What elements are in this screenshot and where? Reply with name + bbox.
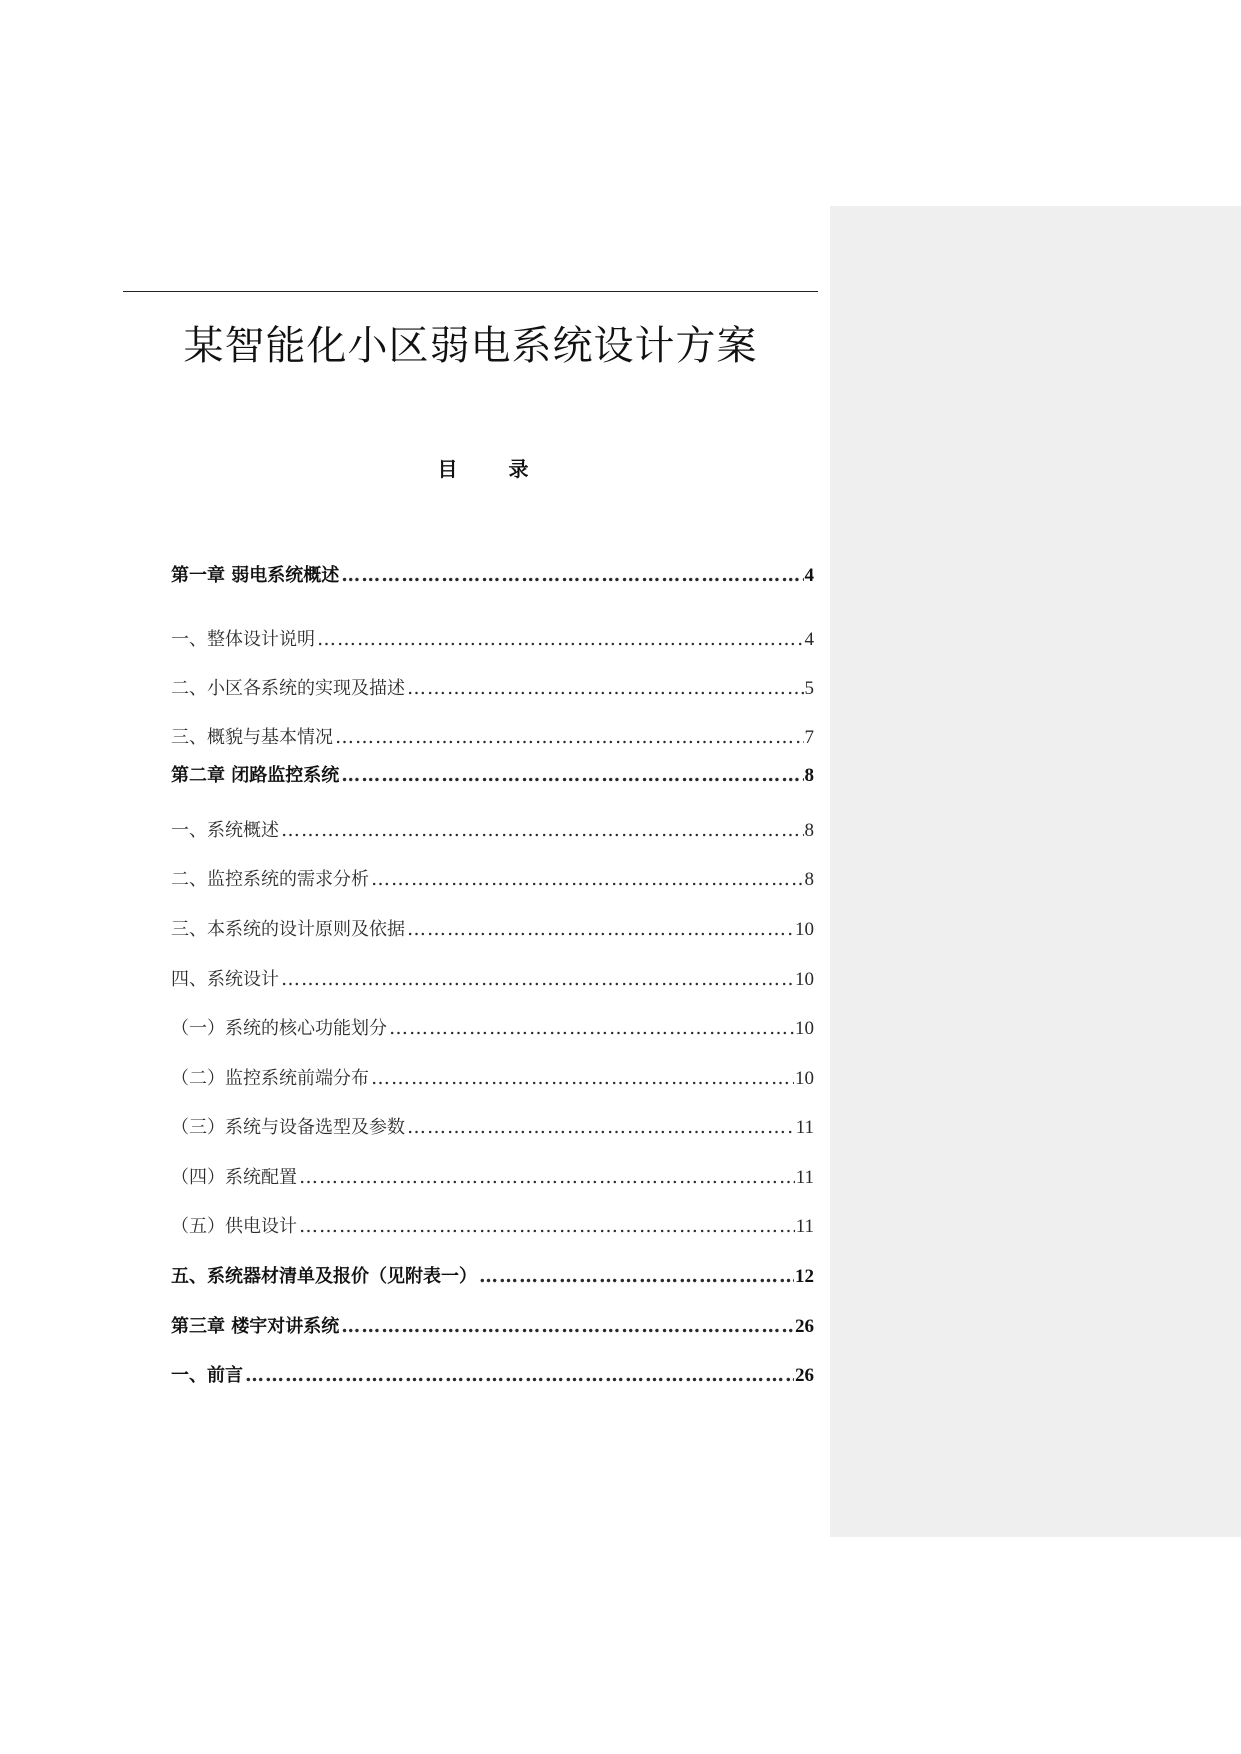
toc-entry-label: 二、监控系统的需求分析	[171, 869, 369, 890]
toc-entry-page: 11	[795, 1216, 814, 1237]
toc-entry-label: 一、前言	[171, 1365, 243, 1386]
toc-entry-page: 8	[804, 869, 814, 890]
toc-leader-dots	[407, 673, 804, 703]
toc-entry[interactable]	[171, 964, 814, 994]
toc-entry-page: 8	[804, 820, 814, 841]
toc-leader-dots	[371, 864, 804, 894]
toc-entry-label: （一）系统的核心功能划分	[171, 1018, 387, 1039]
toc-entry-page: 26	[795, 1316, 814, 1337]
toc-entry-label: 一、整体设计说明	[171, 629, 315, 650]
toc-entry-page: 10	[795, 1018, 814, 1039]
toc-entry-label: 二、小区各系统的实现及描述	[171, 678, 405, 699]
toc-leader-dots	[299, 1162, 795, 1192]
toc-leader-dots	[245, 1360, 794, 1390]
toc-entry-label: （三）系统与设备选型及参数	[171, 1117, 405, 1138]
toc-entry[interactable]	[171, 1112, 814, 1142]
toc-entry-page: 26	[795, 1365, 814, 1386]
comment-margin-pane	[830, 206, 1241, 1537]
toc-entry[interactable]	[171, 914, 814, 944]
toc-entry[interactable]	[171, 1162, 814, 1192]
header-rule	[123, 291, 818, 292]
toc-heading: 目 录	[437, 457, 551, 481]
toc-entry-label: （四）系统配置	[171, 1167, 297, 1188]
toc-entry[interactable]	[171, 673, 814, 703]
toc-entry[interactable]	[171, 1063, 814, 1093]
toc-leader-dots	[341, 760, 803, 790]
toc-entry[interactable]	[171, 1261, 814, 1291]
toc-entry[interactable]	[171, 864, 814, 894]
toc-leader-dots	[299, 1211, 795, 1241]
toc-entry-page: 10	[795, 1068, 814, 1089]
toc-leader-dots	[389, 1013, 794, 1043]
toc-leader-dots	[281, 815, 804, 845]
document-title: 某智能化小区弱电系统设计方案	[183, 323, 758, 369]
toc-entry-label: 第二章 闭路监控系统	[171, 765, 340, 786]
toc-entry-page: 5	[804, 678, 814, 699]
toc-leader-dots	[317, 624, 804, 654]
toc-entry[interactable]	[171, 1211, 814, 1241]
toc-entry[interactable]	[171, 560, 814, 590]
toc-leader-dots	[407, 914, 794, 944]
toc-entry-page: 11	[795, 1117, 814, 1138]
toc-leader-dots	[407, 1112, 795, 1142]
toc-entry-page: 8	[804, 765, 814, 786]
toc-entry-page: 12	[795, 1266, 814, 1287]
toc-leader-dots	[341, 1311, 794, 1341]
toc-entry[interactable]	[171, 760, 814, 790]
toc-entry[interactable]	[171, 1013, 814, 1043]
toc-entry-label: 第一章 弱电系统概述	[171, 565, 340, 586]
toc-entry-label: 第三章 楼宇对讲系统	[171, 1316, 340, 1337]
toc-entry[interactable]	[171, 1360, 814, 1390]
toc-entry-page: 4	[804, 629, 814, 650]
toc-leader-dots	[341, 560, 803, 590]
toc-entry[interactable]	[171, 624, 814, 654]
toc-entry-page: 7	[804, 727, 814, 748]
toc-entry-page: 10	[795, 919, 814, 940]
toc-leader-dots	[335, 722, 804, 752]
toc-entry-label: 四、系统设计	[171, 969, 279, 990]
toc-entry-page: 4	[804, 565, 814, 586]
toc-entry[interactable]	[171, 722, 814, 752]
toc-leader-dots	[479, 1261, 794, 1291]
toc-entry-label: 三、概貌与基本情况	[171, 727, 333, 748]
toc-entry-page: 10	[795, 969, 814, 990]
toc-entry-label: （二）监控系统前端分布	[171, 1068, 369, 1089]
toc-entry-label: 三、本系统的设计原则及依据	[171, 919, 405, 940]
toc-leader-dots	[281, 964, 794, 994]
toc-entry[interactable]	[171, 1311, 814, 1341]
toc-leader-dots	[371, 1063, 794, 1093]
toc-entry-page: 11	[795, 1167, 814, 1188]
toc-entry-label: 一、系统概述	[171, 820, 279, 841]
toc-entry-label: （五）供电设计	[171, 1216, 297, 1237]
toc-entry-label: 五、系统器材清单及报价（见附表一）	[171, 1266, 477, 1287]
toc-entry[interactable]	[171, 815, 814, 845]
